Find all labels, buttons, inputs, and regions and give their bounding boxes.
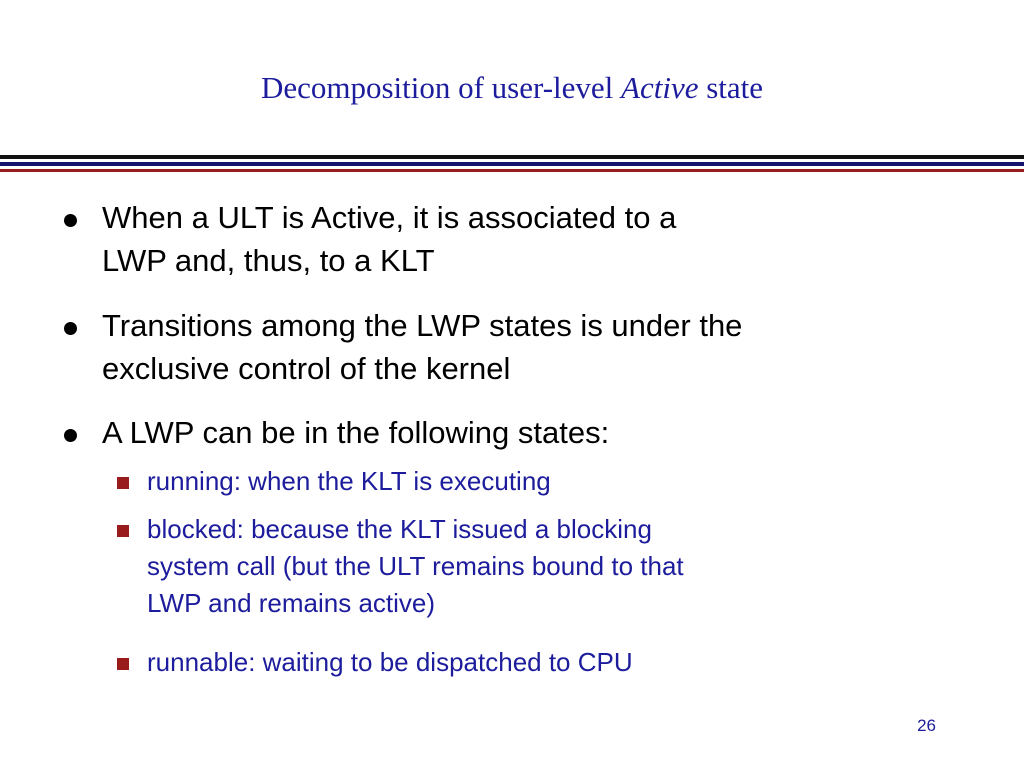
sub-bullet-item xyxy=(147,644,633,681)
bullet-text: LWP and, thus, to a KLT xyxy=(102,243,435,278)
square-bullet-icon xyxy=(117,525,129,537)
title-text-start: Decomposition of user-level xyxy=(260,70,622,105)
bullet-dot-icon xyxy=(64,429,77,442)
sub-bullet-text: running: when the KLT is executing xyxy=(147,466,551,496)
title-text-emphasis: Active xyxy=(621,70,699,105)
sub-bullet-text: LWP and remains active) xyxy=(147,588,436,618)
bullet-text: A LWP can be in the following states: xyxy=(102,415,610,450)
bullet-item xyxy=(102,196,676,282)
bullet-item xyxy=(102,411,609,454)
sub-bullet-item xyxy=(147,511,684,622)
bullet-item xyxy=(102,304,742,390)
bullet-dot-icon xyxy=(64,214,77,227)
bullet-text: Transitions among the LWP states is under the xyxy=(102,308,743,343)
slide-number: 26 xyxy=(917,716,936,735)
square-bullet-icon xyxy=(117,658,129,670)
square-bullet-icon xyxy=(117,477,129,489)
sub-bullet-text: system call (but the ULT remains bound to that xyxy=(147,551,684,581)
sub-bullet-text: blocked: because the KLT issued a blocking xyxy=(147,514,652,544)
title-text-end: state xyxy=(698,70,764,105)
sub-bullet-text: runnable: waiting to be dispatched to CPU xyxy=(147,647,633,677)
sub-bullet-item xyxy=(147,463,551,500)
bullet-text: When a ULT is Active, it is associated to a xyxy=(102,200,677,235)
bullet-dot-icon xyxy=(64,322,77,335)
bullet-text: exclusive control of the kernel xyxy=(102,351,511,386)
